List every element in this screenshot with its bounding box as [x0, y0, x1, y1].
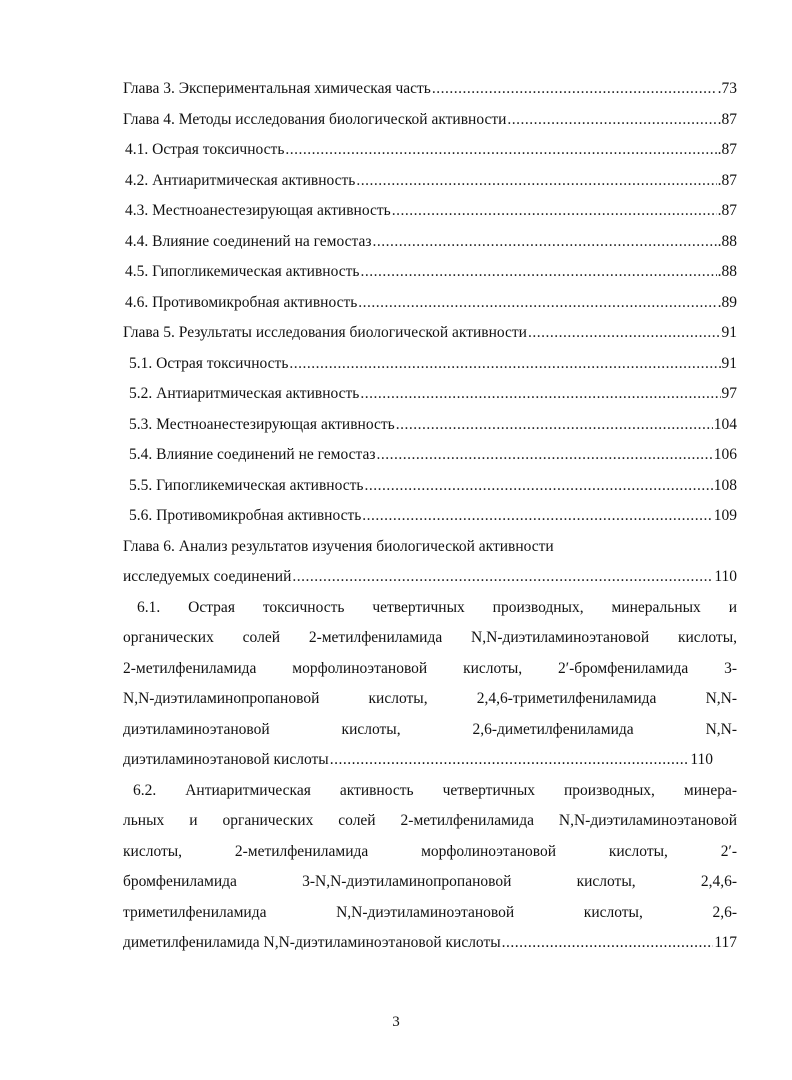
- toc-page-number: .88: [717, 232, 737, 250]
- toc-leader: [372, 227, 716, 258]
- toc-entry[interactable]: [123, 349, 737, 380]
- table-of-contents: [123, 74, 737, 959]
- toc-leader: [507, 105, 716, 136]
- toc-page-number: 104: [713, 415, 737, 433]
- toc-page-number: 106: [713, 446, 737, 463]
- toc-entry-chapter-6-title: [123, 532, 737, 563]
- toc-entry-text: 5.3. Местноанестезирующая активность: [129, 415, 395, 433]
- toc-leader: [356, 166, 716, 197]
- page-number: 3: [392, 1014, 400, 1030]
- toc-page-number: .89: [717, 293, 737, 311]
- toc-page-number: 110: [714, 568, 737, 585]
- toc-entry[interactable]: [123, 257, 737, 288]
- toc-entry[interactable]: [123, 471, 737, 502]
- toc-entry-text: 4.5. Гипогликемическая активность: [125, 263, 360, 280]
- toc-leader: [360, 379, 720, 410]
- toc-entry-line: кислоты, 2-метилфениламида морфолиноэтановой кислоты, 2′-: [123, 842, 737, 860]
- toc-leader: [376, 440, 712, 471]
- toc-entry[interactable]: [123, 410, 737, 441]
- toc-entry-text: 4.3. Местноанестезирующая активность: [125, 202, 391, 219]
- toc-entry-text: Глава 3. Экспериментальная химическая часть: [123, 80, 431, 97]
- toc-entry-text: диметилфениламида N,N-диэтиламиноэтановой кислоты: [123, 934, 501, 951]
- toc-entry[interactable]: [123, 379, 737, 410]
- toc-entry-text: 4.1. Острая токсичность: [125, 141, 285, 158]
- toc-entry-chapter-6[interactable]: [123, 562, 737, 593]
- toc-entry[interactable]: [123, 105, 737, 136]
- toc-entry-text: Глава 6. Анализ результатов изучения биологической активности: [123, 537, 554, 555]
- toc-entry-line: N,N-диэтиламинопропановой кислоты, 2,4,6-триметилфениламида N,N-: [123, 690, 737, 707]
- toc-leader: [528, 318, 721, 349]
- toc-entry[interactable]: [123, 135, 737, 166]
- toc-page-number: .87: [717, 110, 737, 128]
- toc-entry-line: 6.1. Острая токсичность четвертичных производных, минеральных и: [137, 598, 737, 616]
- toc-page-number: 117: [714, 934, 737, 951]
- toc-leader: [392, 196, 717, 227]
- toc-entry[interactable]: [123, 196, 737, 227]
- toc-entry-text: 4.2. Антиаритмическая активность: [125, 171, 356, 189]
- toc-leader: [364, 471, 712, 502]
- toc-entry-text: 5.1. Острая токсичность: [129, 354, 289, 372]
- toc-entries: [123, 74, 737, 532]
- toc-entry[interactable]: [123, 501, 737, 532]
- toc-entry-text: исследуемых соединений: [123, 568, 292, 585]
- toc-leader: [289, 349, 720, 380]
- toc-leader: [285, 135, 716, 166]
- toc-page-number: 97: [721, 385, 737, 402]
- toc-entry[interactable]: [123, 166, 737, 197]
- toc-entry[interactable]: [123, 440, 737, 471]
- toc-leader: [362, 501, 712, 532]
- toc-entry-text: Глава 4. Методы исследования биологической активности: [123, 110, 507, 128]
- toc-entry-line-last: [123, 928, 737, 959]
- toc-entry-line: триметилфениламида N,N-диэтиламиноэтановой кислоты, 2,6-: [123, 903, 737, 921]
- toc-entry-line: 6.2. Антиаритмическая активность четвертичных производных, минера-: [133, 781, 737, 799]
- toc-entry-text: 5.4. Влияние соединений не гемостаз: [129, 446, 376, 463]
- toc-page-number: .88: [717, 263, 737, 280]
- toc-entry-line-last: [123, 745, 713, 776]
- toc-page-number: .73: [717, 80, 737, 97]
- toc-entry[interactable]: [123, 227, 737, 258]
- toc-page-number: .87: [717, 202, 737, 219]
- toc-page-number: 91: [721, 354, 737, 372]
- toc-leader: [432, 74, 717, 105]
- toc-entry-line: органических солей 2-метилфениламида N,N-диэтиламиноэтановой кислоты,: [123, 629, 737, 646]
- toc-entry-line: бромфениламида 3-N,N-диэтиламинопропановой кислоты, 2,4,6-: [123, 873, 737, 890]
- toc-entry-text: 4.4. Влияние соединений на гемостаз: [125, 232, 372, 250]
- toc-entry-text: диэтиламиноэтановой кислоты: [123, 751, 329, 768]
- toc-entry-text: 5.5. Гипогликемическая активность: [129, 476, 364, 494]
- toc-entry-section-6-2[interactable]: [123, 776, 737, 959]
- toc-entry-text: Глава 5. Результаты исследования биологической активности: [123, 324, 527, 341]
- toc-entry-line: льных и органических солей 2-метилфениламида N,N-диэтиламиноэтановой: [123, 812, 737, 829]
- toc-entry-line: 2-метилфениламида морфолиноэтановой кислоты, 2′-бромфениламида 3-: [123, 659, 737, 677]
- toc-page-number: 108: [713, 476, 737, 494]
- toc-entry[interactable]: [123, 288, 737, 319]
- toc-page-number: 110: [690, 751, 713, 768]
- toc-entry-section-6-1[interactable]: [123, 593, 737, 776]
- toc-page-number: .87: [717, 141, 737, 158]
- toc-leader: [292, 562, 713, 593]
- toc-page-number: 91: [721, 324, 737, 341]
- toc-entry-text: 5.2. Антиаритмическая активность: [129, 385, 360, 402]
- toc-entry-text: 5.6. Противомикробная активность: [129, 507, 362, 524]
- toc-leader: [502, 928, 714, 959]
- toc-entry[interactable]: [123, 74, 737, 105]
- toc-leader: [360, 257, 716, 288]
- toc-leader: [396, 410, 713, 441]
- toc-entry-text: 4.6. Противомикробная активность: [125, 293, 358, 311]
- toc-page-number: 109: [713, 507, 737, 524]
- toc-leader: [330, 745, 690, 776]
- toc-page-number: .87: [717, 171, 737, 189]
- toc-entry[interactable]: [123, 318, 737, 349]
- toc-leader: [358, 288, 716, 319]
- toc-entry-line: диэтиламиноэтановой кислоты, 2,6-диметилфениламида N,N-: [123, 720, 737, 738]
